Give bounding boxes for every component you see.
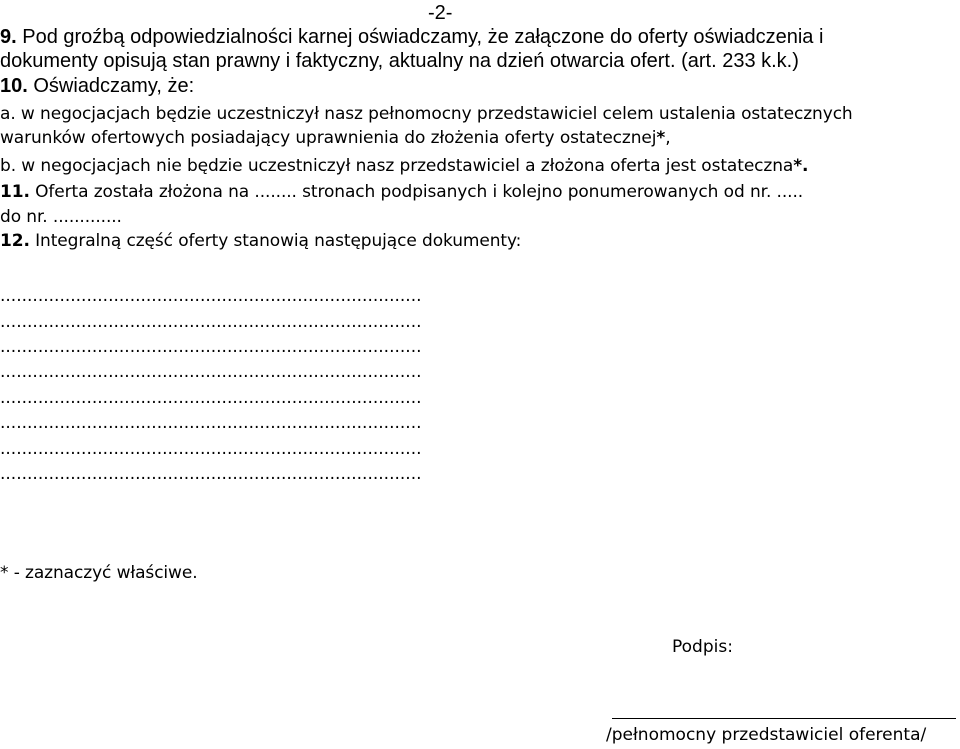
item-11-line-2: do nr. ............. [0, 207, 122, 227]
item-9-line-2: dokumenty opisują stan prawny i faktyczny, aktualny na dzień otwarcia ofert. (art. 233 k.k.) [0, 50, 799, 72]
item-10-number: 10. [0, 75, 28, 97]
option-b-mark: *. [793, 156, 809, 176]
option-b-line [0, 155, 808, 177]
item-9-number: 9. [0, 26, 17, 48]
document-line-5: .............................................................................. [0, 388, 422, 408]
item-11-number: 11. [0, 182, 30, 202]
option-a-line-2 [0, 127, 671, 149]
document-line-3: .............................................................................. [0, 337, 422, 357]
document-line-4: .............................................................................. [0, 362, 422, 382]
option-a-line-1: a. w negocjacjach będzie uczestniczył nasz pełnomocny przedstawiciel celem ustalenia ostatecznych [0, 104, 853, 124]
item-11-text-1: Oferta została złożona na ........ stronach podpisanych i kolejno ponumerowanych od nr. ..... [29, 182, 804, 202]
signature-caption: /pełnomocny przedstawiciel oferenta/ [606, 725, 927, 745]
page-number: -2- [428, 2, 453, 24]
item-12-text: Integralną część oferty stanowią następujące dokumenty: [29, 231, 522, 251]
document-line-7: .............................................................................. [0, 439, 422, 459]
option-a-mark: * [656, 128, 666, 148]
item-10-text: Oświadczamy, że: [27, 75, 195, 97]
option-b-text: b. w negocjacjach nie będzie uczestniczył nasz przedstawiciel a złożona oferta jest ostateczna [0, 156, 794, 176]
item-12-line [0, 230, 521, 252]
footnote: * - zaznaczyć właściwe. [0, 563, 198, 583]
item-9-line-1 [0, 26, 823, 48]
signature-line [612, 718, 956, 719]
option-a-text-2: warunków ofertowych posiadający uprawnienia do złożenia oferty ostatecznej [0, 128, 657, 148]
document-line-6: .............................................................................. [0, 413, 422, 433]
item-9-text-1: Pod groźbą odpowiedzialności karnej oświadczamy, że załączone do oferty oświadczenia i [16, 26, 824, 48]
signature-label: Podpis: [672, 637, 733, 657]
document-line-1: .............................................................................. [0, 286, 422, 306]
item-12-number: 12. [0, 231, 30, 251]
document-line-2: .............................................................................. [0, 312, 422, 332]
option-a-tail: , [665, 128, 671, 148]
item-10-line [0, 75, 194, 97]
item-11-line-1 [0, 181, 803, 203]
document-line-8: .............................................................................. [0, 464, 422, 484]
